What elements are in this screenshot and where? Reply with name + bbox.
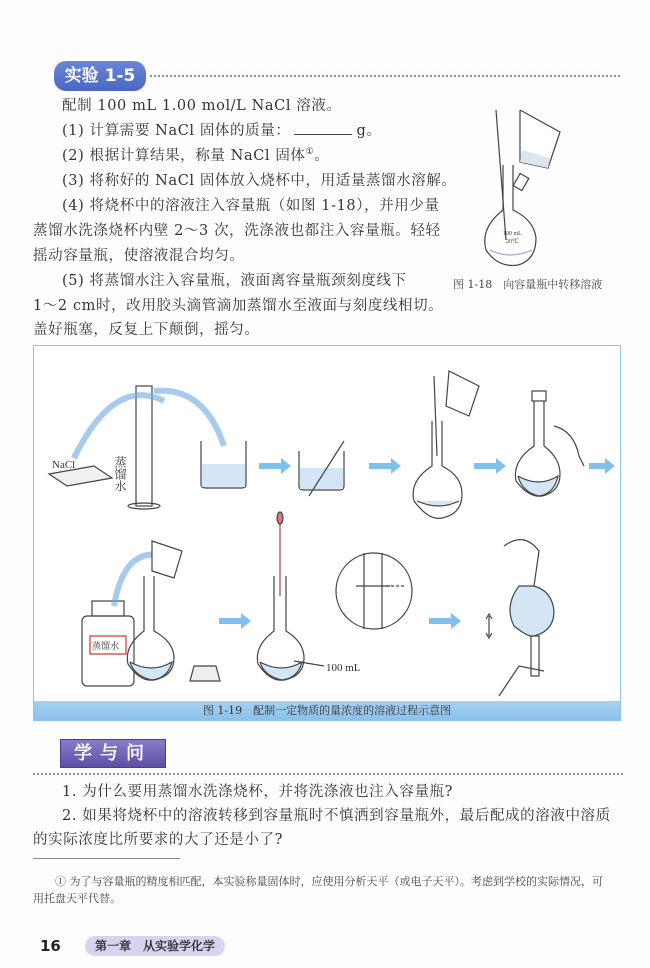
step-2-end: 。 — [314, 148, 330, 164]
intro-text: 配制 100 mL 1.00 mol/L NaCl 溶液。 — [62, 98, 342, 114]
arrow-icon — [589, 458, 615, 474]
step-2-text: (2) 根据计算结果，称量 NaCl 固体 — [62, 148, 306, 164]
dotted-divider — [150, 75, 620, 77]
footnote-rule — [33, 858, 180, 859]
arrow-icon — [429, 613, 461, 629]
footnote-line: ① 为了与容量瓶的精度相匹配，本实验称量固体时，应使用分析天平（或电子天平）。考虑到学校的实际情况，可 — [55, 875, 603, 888]
experiment-badge: 实验 1-5 — [54, 61, 146, 91]
question-2-line: 的实际浓度比所要求的大了还是小了? — [33, 832, 283, 848]
footnote-ref[interactable]: ① — [305, 147, 315, 158]
distilled-water-label: 蒸馏水 — [113, 456, 127, 492]
step-5-line: 1～2 cm时，改用胶头滴管滴加蒸馏水至液面与刻度线相切。 — [33, 298, 444, 314]
step-4-line: 蒸馏水洗涤烧杯内壁 2～3 次，洗涤液也都注入容量瓶。轻轻 — [33, 223, 441, 239]
arrow-icon — [474, 458, 506, 474]
figure-1-18-flask-illustration — [480, 110, 600, 275]
step-5-line: (5) 将蒸馏水注入容量瓶，液面离容量瓶颈刻度线下 — [62, 273, 407, 289]
figure-1-19 — [33, 345, 621, 721]
step-5-line: 盖好瓶塞，反复上下颠倒，摇匀。 — [33, 322, 260, 338]
flask-temp-label: 20℃ — [506, 239, 519, 245]
step-1 — [62, 119, 381, 140]
answer-blank — [294, 122, 352, 135]
step-4-line: 摇动容量瓶，使溶液混合均匀。 — [33, 248, 245, 264]
flask-volume-label: 100 mL — [503, 231, 522, 237]
step-3: (3) 将称好的 NaCl 固体放入烧杯中，用适量蒸馏水溶解。 — [62, 173, 457, 189]
nacl-label: NaCl — [52, 459, 76, 471]
step-1-unit: g。 — [356, 123, 382, 139]
dotted-divider — [33, 773, 623, 775]
page-number: 16 — [40, 937, 61, 955]
question-1: 1. 为什么要用蒸馏水洗涤烧杯，并将洗涤液也注入容量瓶? — [62, 784, 454, 800]
bottle-label: 蒸馏水 — [92, 641, 120, 651]
question-2-line: 2. 如果将烧杯中的溶液转移到容量瓶时不慎洒到容量瓶外，最后配成的溶液中溶质 — [62, 808, 611, 824]
footnote-line: 用托盘天平代替。 — [33, 892, 121, 905]
volume-mark-label: 100 mL — [326, 662, 361, 674]
study-section-title: 学与问 — [60, 739, 166, 768]
step-4-line: (4) 将烧杯中的溶液注入容量瓶（如图 1-18），并用少量 — [62, 198, 440, 214]
arrow-icon — [259, 458, 291, 474]
figure-1-18-caption: 图 1-18 向容量瓶中转移溶液 — [453, 278, 603, 291]
arrow-icon — [369, 458, 401, 474]
chapter-label: 第一章 从实验学化学 — [85, 936, 225, 956]
arrow-icon — [219, 613, 251, 629]
figure-1-19-caption: 图 1-19 配制一定物质的量浓度的溶液过程示意图 — [34, 701, 620, 720]
step-1-text: (1) 计算需要 NaCl 固体的质量： — [62, 123, 291, 139]
step-2 — [62, 144, 329, 165]
figure-1-19-illustration — [34, 346, 620, 701]
